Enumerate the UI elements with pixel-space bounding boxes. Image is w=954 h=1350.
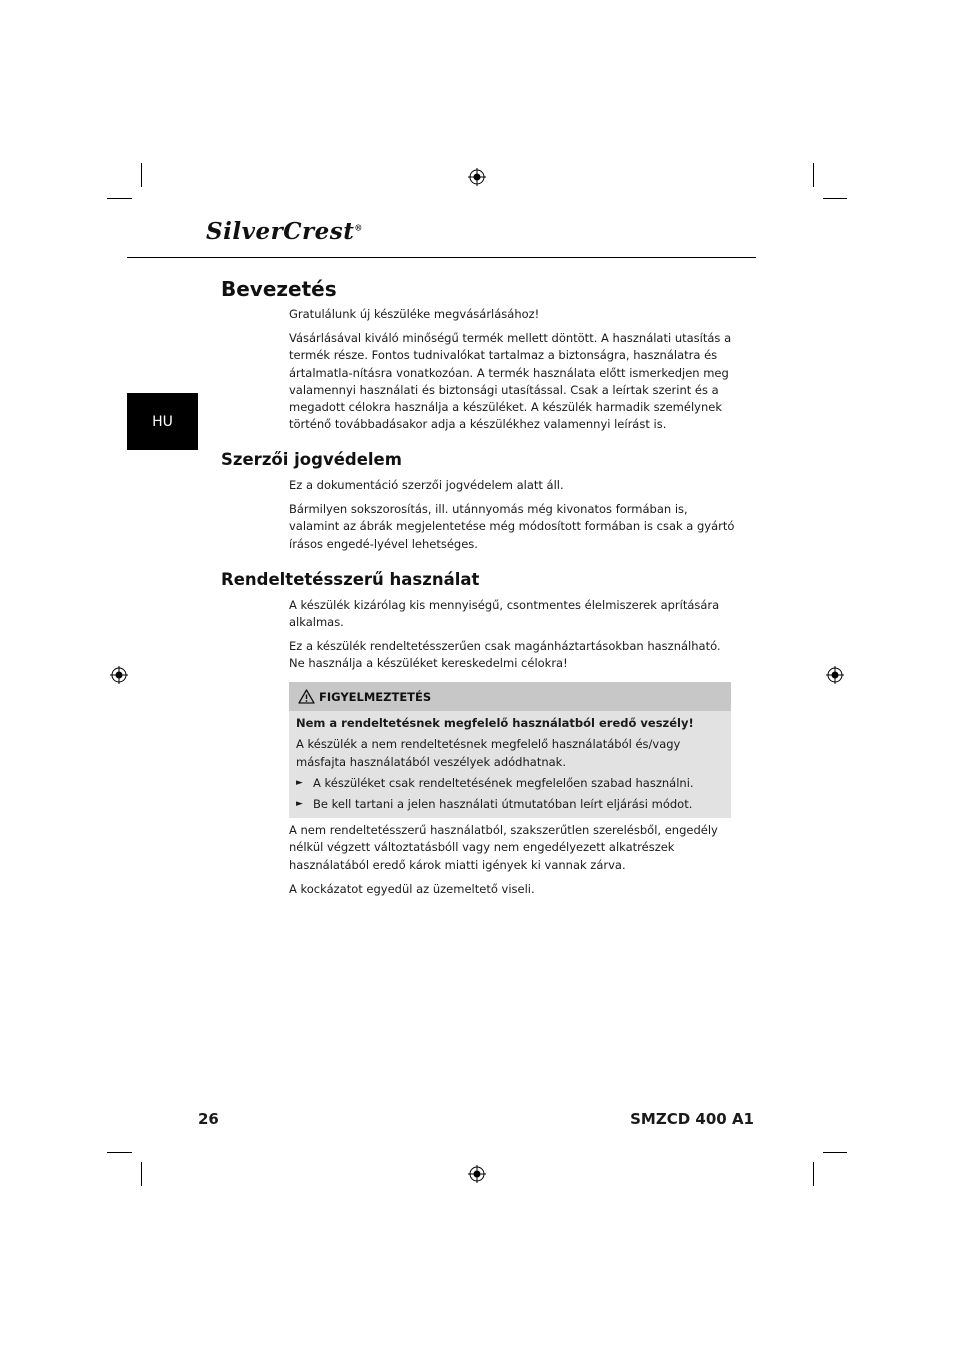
bullet-arrow-icon: ► [296, 799, 303, 810]
crop-mark [823, 198, 847, 199]
intended-use-paragraph-1: A készülék kizárólag kis mennyiségű, csontmentes élelmiszerek aprítására alkalmas. [289, 598, 720, 630]
crop-mark [107, 1152, 132, 1153]
warning-bullet [296, 796, 724, 813]
warning-strong-text: Nem a rendeltetésnek megfelelő használatból eredő veszély! [296, 716, 694, 730]
warning-box [289, 682, 731, 818]
section-heading-copyright: Szerzői jogvédelem [221, 450, 402, 469]
crop-mark [823, 1152, 847, 1153]
brand-logo [206, 218, 363, 245]
warning-bullet-text: Be kell tartani a jelen használati útmutatóban leírt eljárási módot. [313, 797, 693, 812]
registration-mark-icon [826, 666, 844, 684]
warning-triangle-icon [298, 689, 315, 704]
language-tab-label: HU [152, 413, 173, 430]
language-tab [127, 393, 198, 450]
crop-mark [813, 1162, 814, 1186]
intended-use-paragraph-3: A nem rendeltetésszerű használatból, szakszerűtlen szerelésből, engedély nélkül végzett változtatásbóll vagy nem engedélyezett alkatrészek használatából eredő károk miatti igények ki vannak zárva. [289, 823, 718, 872]
warning-body [289, 711, 731, 813]
intended-use-paragraph-4: A kockázatot egyedül az üzemeltető viseli. [289, 882, 535, 896]
crop-mark [107, 198, 132, 199]
registered-mark: ® [354, 222, 363, 233]
bullet-arrow-icon: ► [296, 777, 303, 788]
registration-mark-icon [468, 1165, 486, 1183]
section-heading-intro: Bevezetés [221, 277, 337, 301]
copyright-paragraph-1: Ez a dokumentáció szerzői jogvédelem alatt áll. [289, 478, 564, 492]
crop-mark [813, 163, 814, 187]
intended-use-line-2: Ne használja a készüléket kereskedelmi célokra! [289, 656, 568, 671]
intended-use-paragraph-2 [289, 638, 735, 673]
warning-header [289, 682, 731, 711]
intro-paragraph-2: Vásárlásával kiváló minőségű termék mellett döntött. A használati utasítás a termék része. Fontos tudnivalókat tartalmaz a biztonságra, használatra és ártalmatla-nításra vonatkozóan. A termék használata előtt ismerkedjen meg valamennyi használati és biztonsági utasítással. Csak a leírtak szerint és a megadott célokra használja a készüléket. A készülék harmadik személynek történő továbbadásakor adja a készülékhez valamennyi leírást is. [289, 331, 732, 432]
intended-use-line-1: Ez a készülék rendeltetésszerűen csak magánháztartásokban használható. [289, 639, 721, 653]
intro-paragraph-1: Gratulálunk új készüléke megvásárlásához! [289, 307, 540, 321]
warning-bullet [296, 775, 724, 792]
copyright-paragraph-2: Bármilyen sokszorosítás, ill. utánnyomás még kivonatos formában is, valamint az ábrák megjelentetése még módosított formában is csak a gyártó írásos engedé-lyével lehetséges. [289, 502, 735, 551]
warning-bullet-text: A készüléket csak rendeltetésének megfelelően szabad használni. [313, 775, 694, 790]
crop-mark [141, 163, 142, 187]
registration-mark-icon [110, 666, 128, 684]
section-heading-intended-use: Rendeltetésszerű használat [221, 570, 480, 589]
model-number: SMZCD 400 A1 [630, 1110, 754, 1128]
brand-logo-text: SilverCrest [206, 218, 355, 245]
page-number: 26 [198, 1110, 219, 1128]
crop-mark [141, 1162, 142, 1186]
warning-text: A készülék a nem rendeltetésnek megfelelő használatából és/vagy másfajta használatából veszélyek adódhatnak. [296, 737, 681, 769]
header-rule [127, 257, 756, 258]
registration-mark-icon [468, 168, 486, 186]
warning-title: FIGYELMEZTETÉS [319, 689, 432, 704]
